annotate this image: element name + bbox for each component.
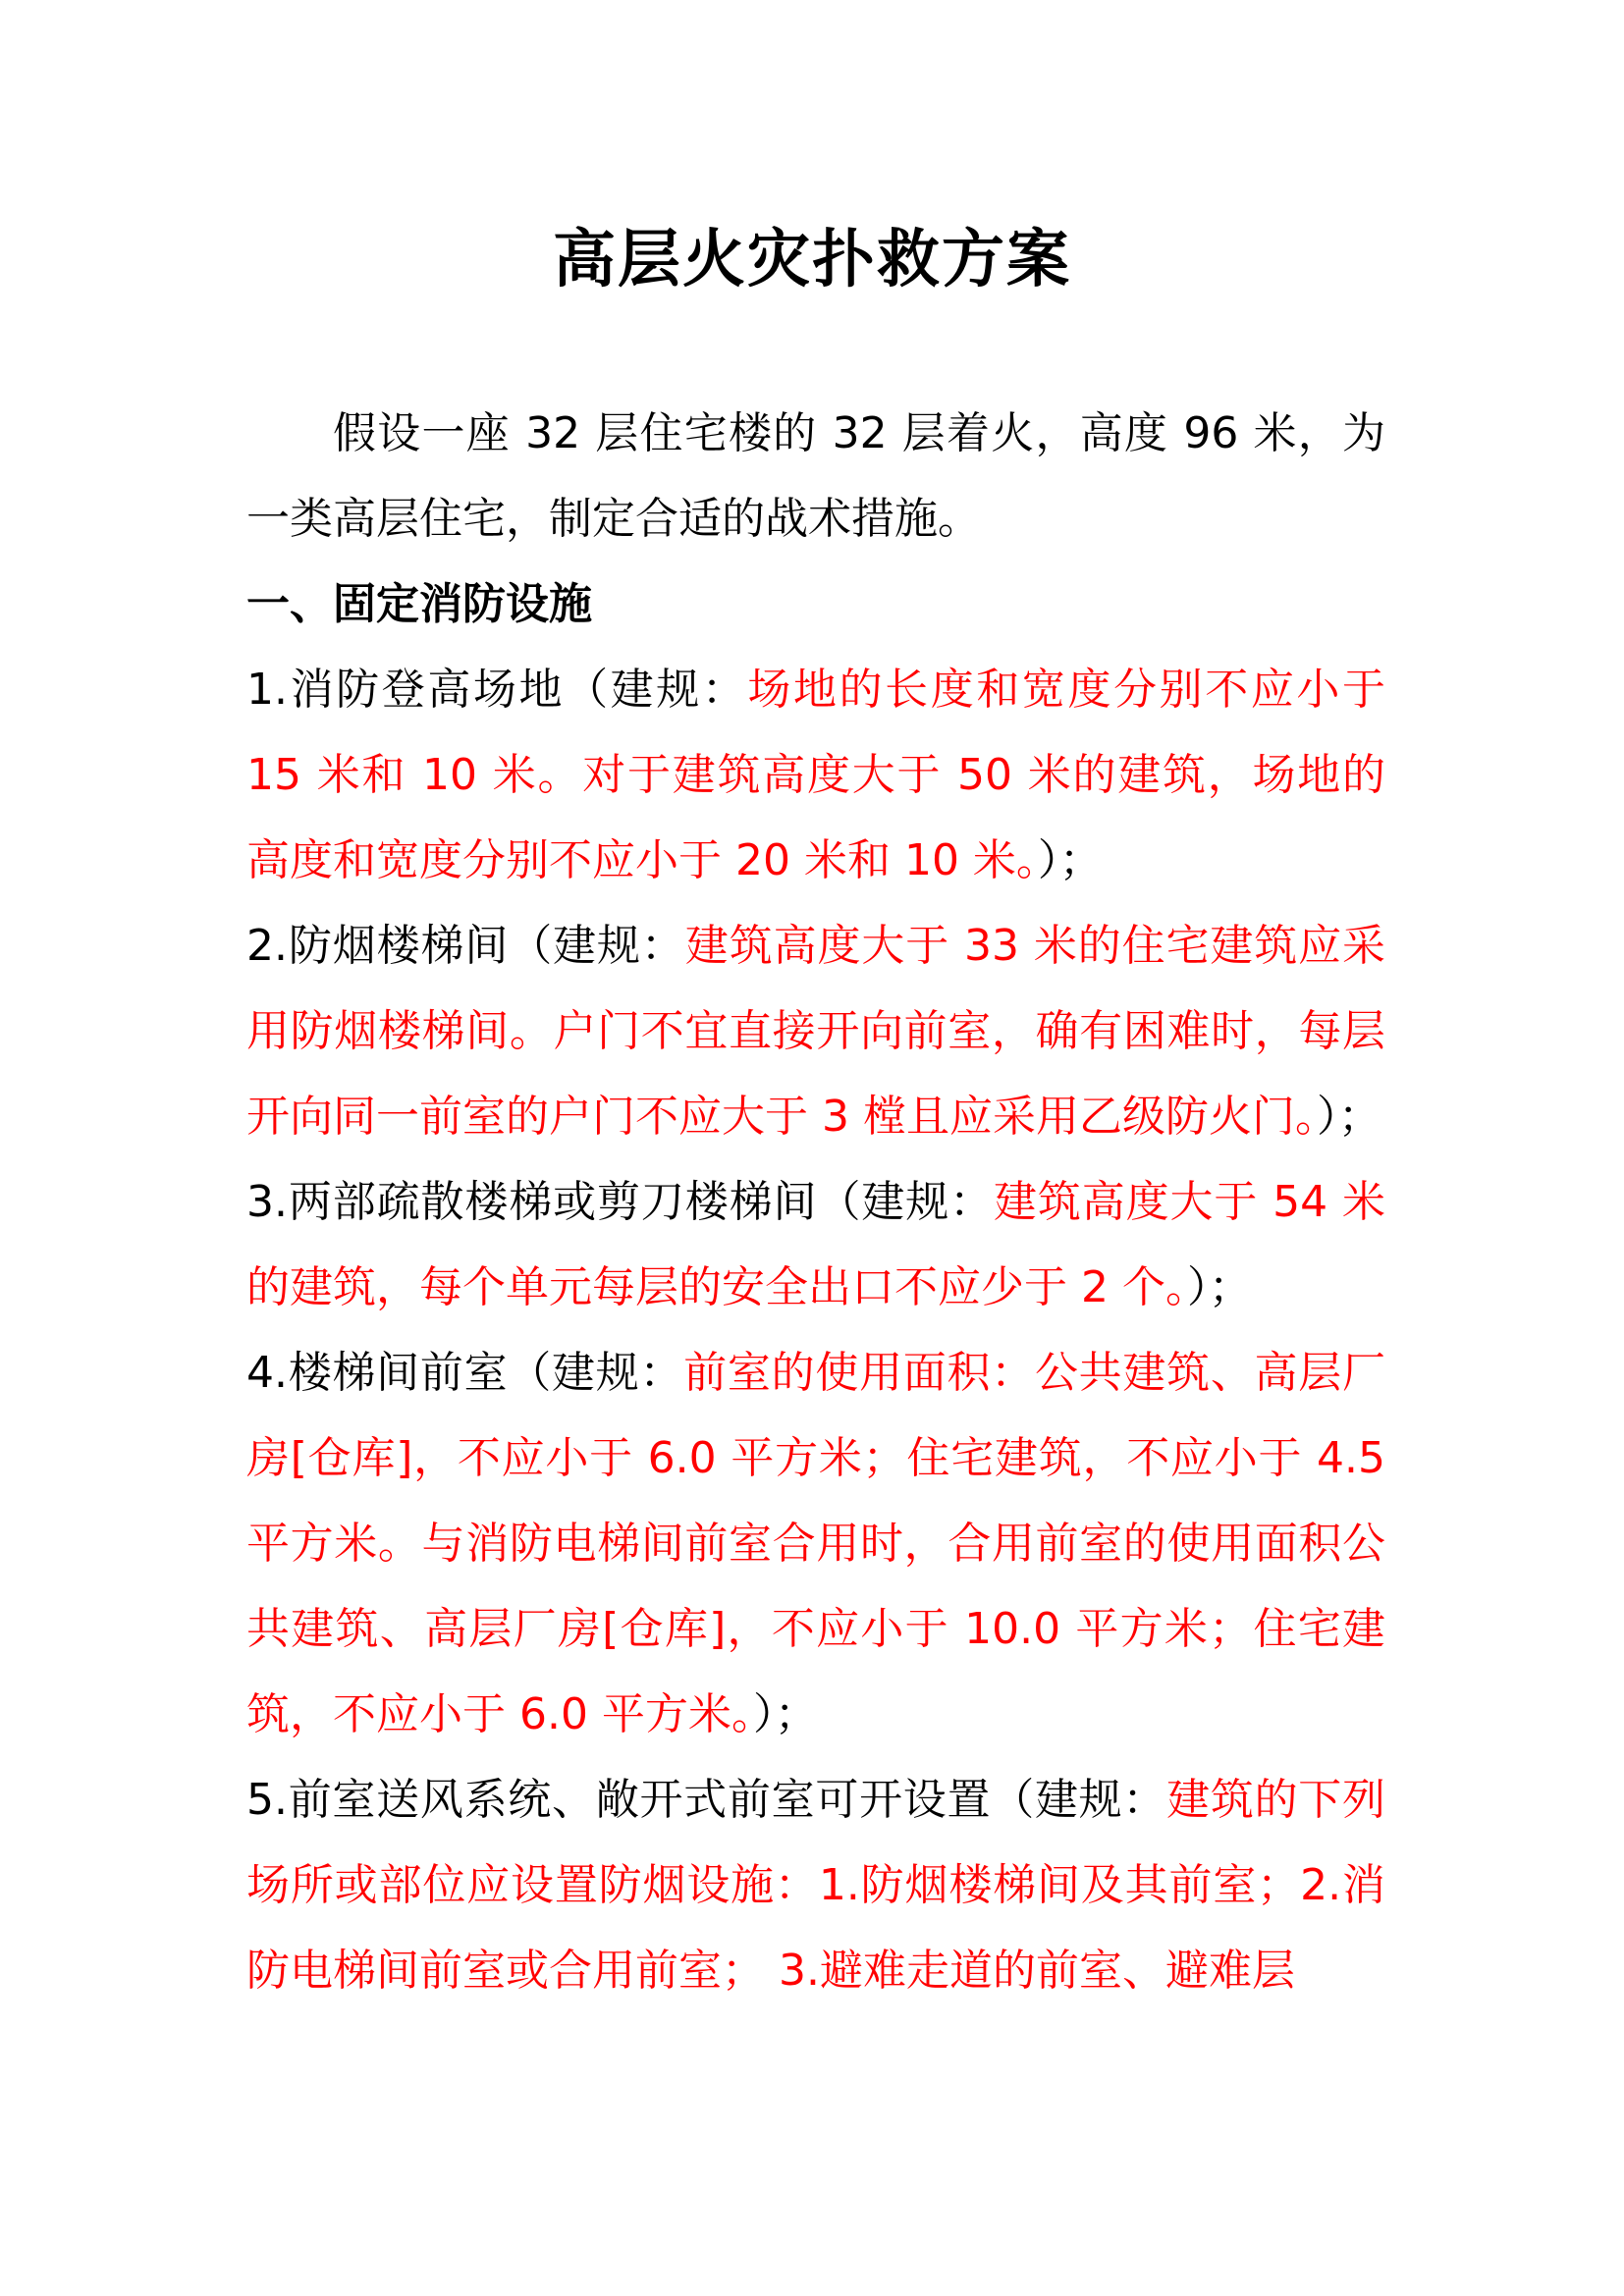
list-item-5 (246, 1757, 1385, 2013)
item-regulation-text: 建筑高度大于 33 米的住宅建筑应采用防烟楼梯间。户门不宜直接开向前室，确有困难时，每层开向同一前室的户门不应大于 3 樘且应采用乙级防火门。 (246, 921, 1386, 1142)
item-regulation-text: 建筑高度大于 54 米的建筑，每个单元每层的安全出口不应少于 2 个。 (246, 1177, 1385, 1312)
list-item-3 (246, 1159, 1385, 1330)
document-body (246, 391, 1385, 2013)
item-regulation-text: 前室的使用面积：公共建筑、高层厂房[仓库]，不应小于 6.0 平方米；住宅建筑，不应小于 4.5 平方米。与消防电梯间前室合用时，合用前室的使用面积公共建筑、高层厂房[仓库]，不应小于 10.0 平方米；住宅建筑，不应小于 6.0 平方米。 (246, 1348, 1385, 1739)
list-item-1 (246, 647, 1385, 903)
item-regulation-text: 场地的长度和宽度分别不应小于 15 米和 10 米。对于建筑高度大于 50 米的建筑，场地的高度和宽度分别不应小于 20 米和 10 米。 (246, 665, 1385, 885)
section-heading: 一、固定消防设施 (246, 579, 592, 629)
item-prefix: 5.前室送风系统、敞开式前室可开设置（建规： (246, 1775, 1167, 1825)
document-title: 高层火灾扑救方案 (553, 224, 1071, 296)
item-prefix: 2.防烟楼梯间（建规： (246, 921, 685, 971)
list-item-4 (246, 1330, 1385, 1757)
list-item-2 (246, 903, 1385, 1159)
item-suffix: ）； (1037, 835, 1103, 885)
item-prefix: 3.两部疏散楼梯或剪刀楼梯间（建规： (246, 1177, 994, 1227)
item-suffix: ）； (752, 1689, 818, 1739)
item-suffix: ）； (1316, 1092, 1381, 1142)
item-regulation-text: 建筑的下列场所或部位应设置防烟设施：1.防烟楼梯间及其前室；2.消防电梯间前室或合用前室； 3.避难走道的前室、避难层 (246, 1775, 1386, 1996)
item-suffix: ）； (1186, 1262, 1252, 1312)
item-prefix: 4.楼梯间前室（建规： (246, 1348, 684, 1398)
intro-paragraph: 假设一座 32 层住宅楼的 32 层着火，高度 96 米，为一类高层住宅，制定合适的战术措施。 (246, 408, 1385, 544)
item-prefix: 1.消防登高场地（建规： (246, 665, 748, 715)
